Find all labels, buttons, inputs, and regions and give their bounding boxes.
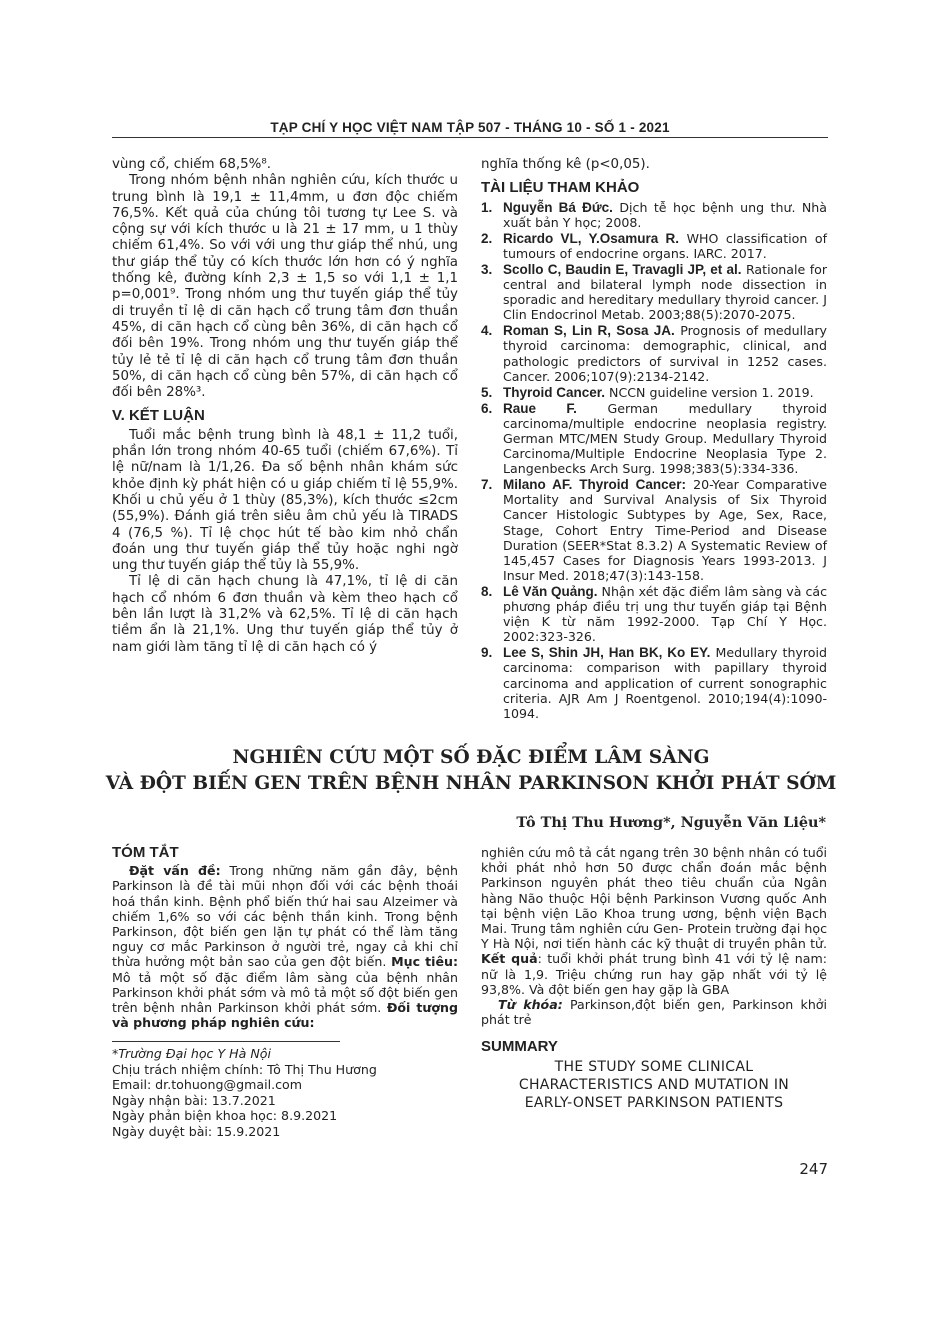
reference-text bbox=[503, 262, 827, 322]
footnote-affiliation: *Trường Đại học Y Hà Nội bbox=[112, 1046, 271, 1061]
reference-authors: Milano AF. Thyroid Cancer: bbox=[503, 477, 686, 493]
article-title-line-1: NGHIÊN CỨU MỘT SỐ ĐẶC ĐIỂM LÂM SÀNG bbox=[232, 747, 710, 768]
reference-number: 7. bbox=[481, 477, 493, 493]
reference-text bbox=[503, 231, 827, 261]
summary-title-line-1: THE STUDY SOME CLINICAL bbox=[554, 1058, 754, 1075]
reference-list bbox=[481, 200, 827, 721]
abstract-paragraph bbox=[112, 863, 458, 1030]
reference-item bbox=[481, 200, 827, 230]
reference-item bbox=[481, 323, 827, 383]
reference-number: 4. bbox=[481, 323, 493, 339]
reference-item bbox=[481, 262, 827, 322]
reference-text bbox=[503, 200, 827, 230]
abstract-left bbox=[112, 845, 458, 1030]
footnote-reviewed: Ngày phản biện khoa học: 8.9.2021 bbox=[112, 1108, 338, 1124]
reference-authors: Scollo C, Baudin E, Travagli JP, et al. bbox=[503, 261, 742, 277]
reference-text bbox=[503, 645, 827, 720]
paragraph-conclusion-1: Tuổi mắc bệnh trung bình là 48,1 ± 11,2 tuổi, phần lớn trong nhóm 40-65 tuổi (chiếm 67,6%). Tỉ lệ nữ/nam là 1/1,26. Đa số bệnh nhân khám sức khỏe định kỳ phát hiện có u giáp chiếm tỉ lệ 55,9%. Khối u chủ yếu ở 1 thùy (85,3%), kích thước ≤2cm (55,9%). Đánh giá trên siêu âm chủ yếu là TIRADS 4 (76,5 %). Tỉ lệ chọc hút tế bào kim nhỏ chẩn đoán ung thư tuyến giáp thể tủy hoặc nghi ngờ ung thư tuyến giáp thể tủy là 55,9%. bbox=[112, 427, 458, 574]
reference-number: 6. bbox=[481, 400, 493, 416]
abstract-text-subjects: nghiên cứu mô tả cắt ngang trên 30 bệnh nhân có tuổi khởi phát nhỏ hơn 50 được chẩn đoán mắc bệnh Parkinson nguyên phát theo tiêu chuẩn của Ngân hàng Não thuộc Hội bệnh Parkinson Vương quốc Anh tại bệnh viện Lão Khoa trung ương, bệnh viện Bạch Mai. Trung tâm nghiên cứu Gen- Protein trường đại học Y Hà Nội, nơi tiến hành các kỹ thuật di truyền phân tử. bbox=[481, 845, 827, 952]
journal-header: TẠP CHÍ Y HỌC VIỆT NAM TẬP 507 - THÁNG 10 - SỐ 1 - 2021 bbox=[270, 120, 670, 135]
reference-text bbox=[503, 385, 827, 400]
reference-authors: Nguyễn Bá Đức. bbox=[503, 199, 613, 215]
reference-authors: Raue F. bbox=[503, 400, 577, 416]
abstract-text-keywords: Parkinson,đột biến gen, Parkinson khởi phát trẻ bbox=[481, 997, 827, 1028]
reference-authors: Lê Văn Quảng. bbox=[503, 583, 598, 599]
section-heading-conclusion: V. KẾT LUẬN bbox=[112, 407, 205, 425]
reference-text bbox=[503, 323, 827, 383]
reference-text bbox=[503, 584, 827, 644]
reference-citation: Prognosis of medullary thyroid carcinoma: demographic, clinical, and pathologic predictors of survival in 1252 cases. Cancer. 2006;107(9):2134-2142. bbox=[503, 323, 827, 384]
reference-citation: Medullary thyroid carcinoma: comparison with papillary thyroid carcinoma and application of current sonographic criteria. AJR Am J Roentgenol. 2010;194(4):1090-1094. bbox=[503, 645, 827, 721]
abstract-heading: TÓM TẮT bbox=[112, 844, 179, 861]
reference-authors: Ricardo VL, Y.Osamura R. bbox=[503, 230, 680, 246]
reference-citation: NCCN guideline version 1. 2019. bbox=[605, 384, 814, 400]
reference-authors: Lee S, Shin JH, Han BK, Ko EY. bbox=[503, 645, 711, 661]
reference-text bbox=[503, 401, 827, 476]
paragraph-continuation: vùng cổ, chiếm 68,5%⁸. bbox=[112, 157, 271, 172]
abstract-text-background: Trong những năm gần đây, bệnh Parkinson là đề tài mũi nhọn đối với các bệnh thoái hoá thần kinh. Bệnh phổ biến thứ hai sau Alzeimer và chiếm 1,6% so với các bệnh thần kinh. Trong bệnh Parkinson, đột biến gen lặn tự phát có thể làm tăng nguy cơ mắc Parkinson ở người trẻ, ngay cả khi chỉ thừa hưởng một bản sao của gen đột biến. bbox=[112, 863, 458, 970]
footnote-corresponding: Chịu trách nhiệm chính: Tô Thị Thu Hương bbox=[112, 1061, 377, 1077]
reference-number: 5. bbox=[481, 384, 493, 400]
reference-citation: German medullary thyroid carcinoma/multiple endocrine neoplasia registry. German MTC/MEN Study Group. Medullary Thyroid Carcinoma/Multiple Endocrine Neoplasia Type 2. Langenbecks Arch Surg. 1998;383(5):334-336. bbox=[503, 400, 828, 477]
reference-item bbox=[481, 401, 827, 476]
abstract-keywords bbox=[481, 997, 827, 1027]
paragraph-conclusion-2: Tỉ lệ di căn hạch chung là 47,1%, tỉ lệ di căn hạch cổ nhóm 6 đơn thuần và kèm theo hạch cổ bên lần lượt là 31,2% và 62,5%. Tỉ lệ di căn hạch tiềm ẩn là 21,1%. Ung thư tuyến giáp thể tủy ở nam giới làm tăng tỉ lệ di căn hạch có ý bbox=[112, 574, 458, 655]
footnote-email: Email: dr.tohuong@gmail.com bbox=[112, 1077, 302, 1093]
abstract-right bbox=[481, 845, 827, 1112]
paragraph-continuation-right: nghĩa thống kê (p<0,05). bbox=[481, 157, 650, 172]
article-authors: Tô Thị Thu Hương*, Nguyễn Văn Liệu* bbox=[516, 814, 826, 831]
header-rule bbox=[112, 137, 828, 138]
abstract-label-subjects: Đối tượng và phương pháp nghiên cứu: bbox=[112, 1000, 458, 1031]
references-heading: TÀI LIỆU THAM KHẢO bbox=[481, 179, 640, 197]
paragraph-discussion: Trong nhóm bệnh nhân nghiên cứu, kích thước u trung bình là 19,1 ± 11,4mm, u đơn độc chiếm 76,5%. Kết quả của chúng tôi tương tự Lee S. và cộng sự với kích thước u là 21 ± 17 mm, u 1 thùy chiếm 61,4%. So với với ung thư giáp thể nhú, ung thư giáp thể tủy có kích thước lớn hơn có ý nghĩa thống kê, đường kính 2,3 ± 1,5 so với 1,1 ± 1,1 p=0,001⁹. Trong nhóm ung thư tuyến giáp thể tủy di truyền tỉ lệ di căn hạch cổ trung tâm đơn thuần 45%, di căn hạch cổ cùng bên 36%, di căn hạch cổ đối bên 19%. Trong nhóm ung thư tuyến giáp thể tủy lẻ tẻ tỉ lệ di căn hạch cổ trung tâm đơn thuần 50%, di căn hạch cổ cùng bên 57%, di căn hạch cổ đối bên 28%³. bbox=[112, 173, 458, 401]
footnote-rule bbox=[112, 1041, 340, 1042]
reference-number: 1. bbox=[481, 199, 493, 215]
reference-number: 3. bbox=[481, 261, 493, 277]
reference-text bbox=[503, 477, 827, 583]
reference-authors: Thyroid Cancer. bbox=[503, 384, 606, 400]
reference-number: 8. bbox=[481, 583, 493, 599]
reference-item bbox=[481, 584, 827, 644]
right-column bbox=[481, 157, 827, 722]
footnote bbox=[112, 1046, 458, 1140]
left-column bbox=[112, 157, 458, 656]
reference-citation: 20-Year Comparative Mortality and Survival Analysis of Six Thyroid Cancer Histologic Subtypes by Age, Sex, Race, Stage, Cohort Entry Time-Period and Disease Duration (SEER*Stat 8.3.2) A Systematic Review of 145,457 Cases for Diagnosis Years 1993-2013. J Insur Med. 2018;47(3):143-158. bbox=[503, 477, 827, 583]
reference-citation: Rationale for central and bilateral lymph node dissection in sporadic and hereditary medullary thyroid cancer. J Clin Endocrinol Metab. 2003;88(5):2070-2075. bbox=[503, 261, 828, 323]
abstract-label-results: Kết quả bbox=[481, 951, 538, 967]
summary-heading: SUMMARY bbox=[481, 1038, 558, 1056]
article-title-line-2: VÀ ĐỘT BIẾN GEN TRÊN BỆNH NHÂN PARKINSON KHỞI PHÁT SỚM bbox=[105, 773, 837, 794]
footnote-accepted: Ngày duyệt bài: 15.9.2021 bbox=[112, 1123, 281, 1139]
abstract-paragraph-continued bbox=[481, 845, 827, 997]
footnote-received: Ngày nhận bài: 13.7.2021 bbox=[112, 1092, 276, 1108]
reference-item bbox=[481, 385, 827, 400]
abstract-label-objective: Mục tiêu: bbox=[391, 954, 458, 970]
reference-citation: Nhận xét đặc điểm lâm sàng và các phương pháp điều trị ung thư tuyến giáp tại Bệnh viện K từ năm 1992-2000. Tạp Chí Y Học. 2002:323-326. bbox=[503, 583, 828, 645]
reference-citation: WHO classification of tumours of endocrine organs. IARC. 2017. bbox=[503, 230, 827, 261]
reference-item bbox=[481, 645, 827, 720]
abstract-label-keywords: Từ khóa: bbox=[498, 997, 563, 1013]
summary-title-line-3: EARLY-ONSET PARKINSON PATIENTS bbox=[524, 1094, 784, 1111]
reference-item bbox=[481, 231, 827, 261]
reference-citation: Dịch tễ học bệnh ung thư. Nhà xuất bản Y học; 2008. bbox=[503, 199, 827, 230]
abstract-text-results: : tuổi khởi phát trung bình 41 với tỷ lệ nam: nữ là 1,9. Triệu chứng run hay gặp nhất với tỷ lệ 93,8%. Và đột biến gen hay gặp là GBA bbox=[481, 951, 827, 997]
reference-number: 9. bbox=[481, 645, 493, 661]
summary-title bbox=[481, 1058, 827, 1112]
reference-authors: Roman S, Lin R, Sosa JA. bbox=[503, 323, 675, 339]
article-title bbox=[80, 745, 862, 797]
reference-number: 2. bbox=[481, 230, 493, 246]
abstract-label-background: Đặt vấn đề: bbox=[129, 863, 221, 879]
reference-item bbox=[481, 477, 827, 583]
page-number: 247 bbox=[799, 1160, 828, 1178]
abstract-text-objective: Mô tả một số đặc điểm lâm sàng của bệnh nhân Parkinson khởi phát sớm và mô tả một số đột biến gen trên bệnh nhân Parkinson khởi phát sớm. bbox=[112, 969, 458, 1016]
summary-title-line-2: CHARACTERISTICS AND MUTATION IN bbox=[518, 1076, 790, 1093]
